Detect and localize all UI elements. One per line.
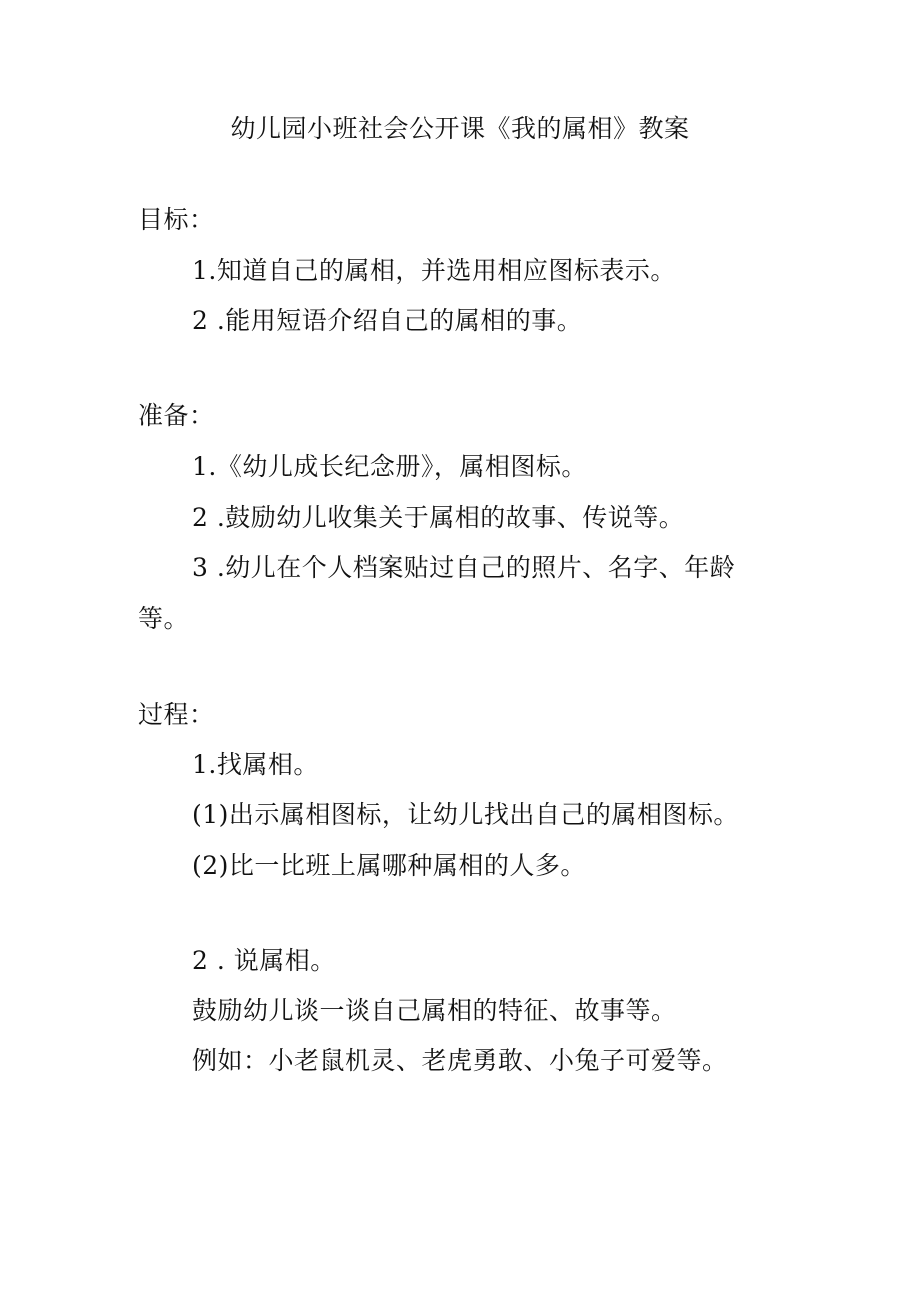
prep-item-2: 2 .鼓励幼儿收集关于属相的故事、传说等。 (192, 503, 685, 532)
section-heading-process: 过程： (138, 700, 215, 729)
process-step-1-sub-1: (1)出示属相图标，让幼儿找出自己的属相图标。 (192, 800, 739, 829)
process-step-2: 2 . 说属相。 (192, 946, 336, 975)
section-heading-goals: 目标： (138, 205, 215, 234)
process-step-2-text-1: 鼓励幼儿谈一谈自己属相的特征、故事等。 (192, 996, 677, 1025)
goal-item-1: 1.知道自己的属相，并选用相应图标表示。 (192, 256, 676, 285)
process-step-2-text-2: 例如：小老鼠机灵、老虎勇敢、小兔子可爱等。 (192, 1046, 728, 1075)
process-step-1: 1.找属相。 (192, 750, 319, 779)
prep-item-1: 1.《幼儿成长纪念册》，属相图标。 (192, 452, 587, 481)
process-step-1-sub-2: (2)比一比班上属哪种属相的人多。 (192, 851, 586, 880)
prep-item-3: 3 .幼儿在个人档案贴过自己的照片、名字、年龄 (192, 553, 736, 582)
page-title: 幼儿园小班社会公开课《我的属相》教案 (230, 114, 690, 143)
prep-item-3-continued: 等。 (138, 604, 190, 633)
section-heading-preparation: 准备： (138, 401, 215, 430)
goal-item-2: 2 .能用短语介绍自己的属相的事。 (192, 306, 583, 335)
